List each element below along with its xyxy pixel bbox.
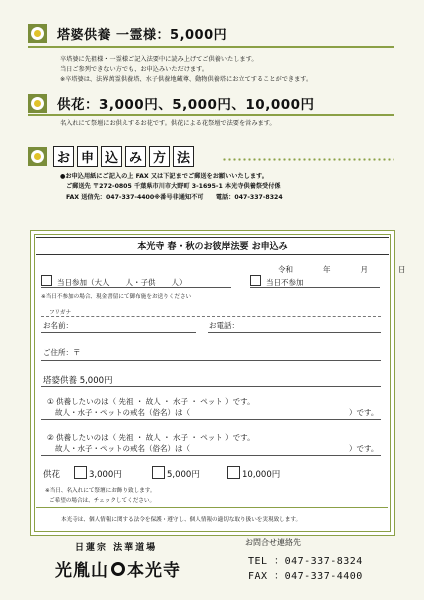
q2-line[interactable] [41, 455, 381, 456]
temple-name: 本光寺 [127, 561, 181, 581]
form-rule [250, 287, 380, 288]
section-kyoka-title: 供花：3,000円、5,000円、10,000円 [57, 97, 315, 113]
q1-line-a: ① 供養したいのは（ 先祖 ・ 故人 ・ 水子 ・ ペット ）です。 [47, 397, 255, 406]
circle-logo-icon [111, 562, 125, 576]
bullet-circle-icon [28, 147, 47, 166]
contact-title: お問合せ連絡先 [245, 538, 301, 547]
kyoka-note-2: ご希望の場合は、チェックしてください。 [49, 498, 156, 504]
section-howto-header [28, 146, 197, 167]
name-line[interactable] [41, 332, 196, 333]
bullet-circle-icon [28, 24, 47, 43]
attend-unit-adult: 人・子供 [125, 278, 156, 287]
application-form [30, 230, 406, 536]
toba-form-label: 塔婆供養 5,000円 [43, 376, 113, 386]
absent-label: 当日不参加 [266, 278, 304, 287]
privacy-note: 本光寺は、個人情報に関する法令を保護・遵守し、個人情報の適切な取り扱いを実現致します。 [61, 517, 302, 523]
howto-char: 方 [149, 146, 170, 167]
section-toba-header [28, 24, 227, 43]
temple-mountain-name: 光胤山 [55, 561, 109, 581]
name-label: お名前： [43, 321, 73, 330]
sect-name: 日蓮宗 法華道場 [75, 543, 158, 553]
howto-line-3: FAX 送信先：047-337-4400※番号非通知不可 電話：047-337-8324 [66, 194, 283, 201]
kyoka-10000-checkbox[interactable] [227, 466, 240, 479]
howto-char: 申 [77, 146, 98, 167]
kyoka-form-label: 供花 [43, 470, 61, 480]
absent-checkbox[interactable] [250, 275, 261, 286]
section-underline [28, 46, 394, 48]
kyoka-note-1: ※当日、名入れにて祭壇にお飾り致します。 [45, 488, 156, 494]
furigana-label: フリガナ [49, 310, 72, 316]
kyoka-3000-checkbox[interactable] [74, 466, 87, 479]
q2-line-a: ② 供養したいのは（ 先祖 ・ 故人 ・ 水子 ・ ペット ）です。 [47, 433, 255, 442]
toba-line-1: 卒塔婆に先祖様・一霊様ご記入法要中に読み上げてご供養いたします。 [60, 56, 258, 63]
howto-line-2: ご郵送先 〒272-0805 千葉県市川市大野町 3-1695-1 本光寺供養祭受付係 [66, 183, 281, 190]
temple-logo [55, 556, 181, 581]
furigana-line[interactable] [41, 316, 381, 317]
q1-suffix: ）です。 [349, 408, 379, 417]
attend-note: ※当日不参加の場合、現金書留にて御布施をお送りください [41, 294, 192, 300]
date-year-label: 年 [323, 265, 331, 274]
kyoka-10000-label: 10,000円 [242, 470, 281, 480]
howto-char: み [125, 146, 146, 167]
form-rule [41, 386, 381, 387]
howto-line-1: ●お申込用紙にご記入の上 FAX 又は下記までご郵送をお願いいたします。 [60, 173, 268, 180]
attend-text: 当日参加（大人 [57, 278, 110, 287]
date-day-label: 日 [398, 265, 406, 274]
date-reiwa-label: 令和 [278, 265, 293, 274]
kyoka-3000-label: 3,000円 [89, 470, 122, 480]
phone-label: お電話： [209, 321, 239, 330]
howto-char: お [53, 146, 74, 167]
q1-prefix: 故人・水子・ペットの戒名（俗名）は（ [55, 408, 190, 417]
dotted-rule [222, 158, 394, 161]
form-rule [41, 287, 231, 288]
section-kyoka-header [28, 93, 315, 113]
section-underline [28, 114, 394, 116]
howto-title [53, 146, 197, 167]
toba-line-3: ※卒塔婆は、法界萬霊供養塔、水子供養地蔵尊、動物供養塔にお立てすることができます。 [60, 76, 313, 83]
form-rule [36, 507, 388, 508]
phone-line[interactable] [208, 332, 381, 333]
q2-prefix: 故人・水子・ペットの戒名（俗名）は（ [55, 444, 190, 453]
attend-unit-child: 人） [171, 278, 187, 287]
kyoka-5000-label: 5,000円 [167, 470, 200, 480]
contact-fax: FAX ：047-337-4400 [248, 571, 363, 582]
howto-char: 法 [173, 146, 194, 167]
howto-char: 込 [101, 146, 122, 167]
kyoka-5000-checkbox[interactable] [152, 466, 165, 479]
kyoka-line-1: 名入れにて祭壇にお供えするお花です。供花による花祭壇で法要を営みます。 [60, 120, 276, 127]
section-toba-title: 塔婆供養 一霊様：5,000円 [57, 28, 228, 43]
address-line[interactable] [41, 360, 381, 361]
q1-line[interactable] [41, 419, 381, 420]
toba-line-2: 当日ご参列できない方でも、お申込みいただけます。 [60, 66, 209, 73]
bullet-circle-icon [28, 94, 47, 113]
q2-line-b [55, 443, 190, 454]
contact-tel: TEL ：047-337-8324 [248, 556, 363, 567]
q1-line-b [55, 407, 190, 418]
date-field[interactable] [278, 264, 406, 275]
date-month-label: 月 [360, 265, 368, 274]
form-title: 本光寺 春・秋のお彼岸法要 お申込み [36, 237, 389, 255]
address-label: ご住所：〒 [43, 348, 81, 357]
q2-suffix: ）です。 [349, 444, 379, 453]
attend-checkbox[interactable] [41, 275, 52, 286]
